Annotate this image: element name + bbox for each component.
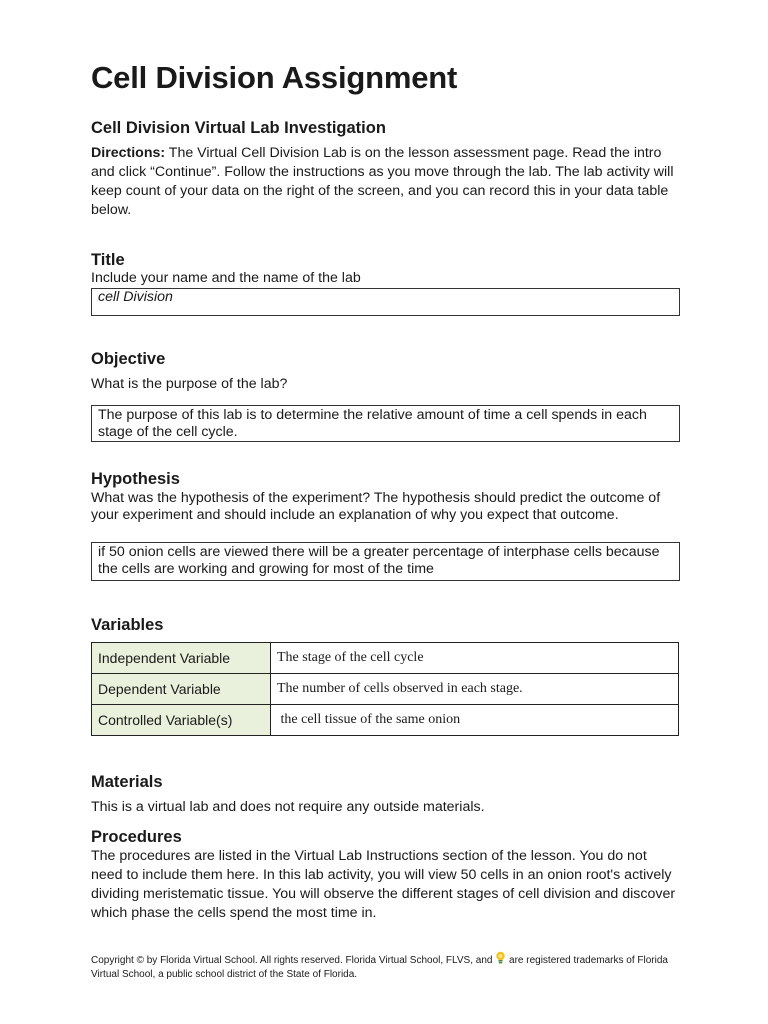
variables-heading: Variables [91, 616, 164, 634]
hypothesis-heading: Hypothesis [91, 470, 180, 488]
title-answer: cell Division [98, 289, 173, 305]
objective-answer: The purpose of this lab is to determine the relative amount of time a cell spends in each stage of the cell cycle. [98, 407, 647, 440]
materials-heading: Materials [91, 773, 163, 791]
page-title: Cell Division Assignment [91, 60, 458, 95]
objective-prompt: What is the purpose of the lab? [91, 376, 288, 392]
procedures-heading: Procedures [91, 828, 182, 846]
title-prompt: Include your name and the name of the lab [91, 270, 361, 286]
lightbulb-icon [495, 951, 506, 969]
objective-heading: Objective [91, 350, 166, 368]
lab-subtitle: Cell Division Virtual Lab Investigation [91, 119, 386, 137]
variables-table [91, 642, 679, 736]
independent-variable-value[interactable]: The stage of the cell cycle [271, 643, 679, 674]
hypothesis-prompt: What was the hypothesis of the experiment? The hypothesis should predict the outcome of your experiment and should include an explanation of why you expect that outcome. [91, 490, 661, 523]
hypothesis-answer: if 50 onion cells are viewed there will be a greater percentage of interphase cells because the cells are working and growing for most of the time [98, 544, 660, 577]
independent-variable-label: Independent Variable [92, 643, 271, 674]
footer-text-before: Copyright © by Florida Virtual School. All rights reserved. Florida Virtual School, FLVS, and [91, 955, 496, 966]
table-row [92, 705, 679, 736]
footer-text-after: are registered trademarks of Florida Virtual School, a public school district of the State of Florida. [91, 955, 668, 980]
dependent-variable-value[interactable]: The number of cells observed in each stage. [271, 674, 679, 705]
objective-answer-box[interactable] [91, 405, 680, 442]
controlled-variables-value[interactable]: the cell tissue of the same onion [271, 705, 679, 736]
copyright-footer [91, 951, 681, 981]
title-heading: Title [91, 251, 125, 269]
title-answer-box[interactable] [91, 288, 680, 316]
hypothesis-answer-box[interactable] [91, 542, 680, 581]
table-row [92, 674, 679, 705]
directions-label: Directions: [91, 145, 166, 161]
procedures-text: The procedures are listed in the Virtual Lab Instructions section of the lesson. You do not need to include them here. In this lab activity, you will view 50 cells in an onion root's actively dividing meristematic tissue. You will observe the different stages of cell division and discover which phase the cells spend the most time in. [91, 848, 676, 921]
table-row [92, 643, 679, 674]
directions-paragraph [91, 144, 681, 220]
controlled-variables-label: Controlled Variable(s) [92, 705, 271, 736]
dependent-variable-label: Dependent Variable [92, 674, 271, 705]
directions-text: The Virtual Cell Division Lab is on the lesson assessment page. Read the intro and click “Continue”. Follow the instructions as you move through the lab. The lab activity will keep count of your data on the right of the screen, and you can record this in your data table below. [91, 145, 674, 218]
materials-text: This is a virtual lab and does not require any outside materials. [91, 799, 485, 815]
